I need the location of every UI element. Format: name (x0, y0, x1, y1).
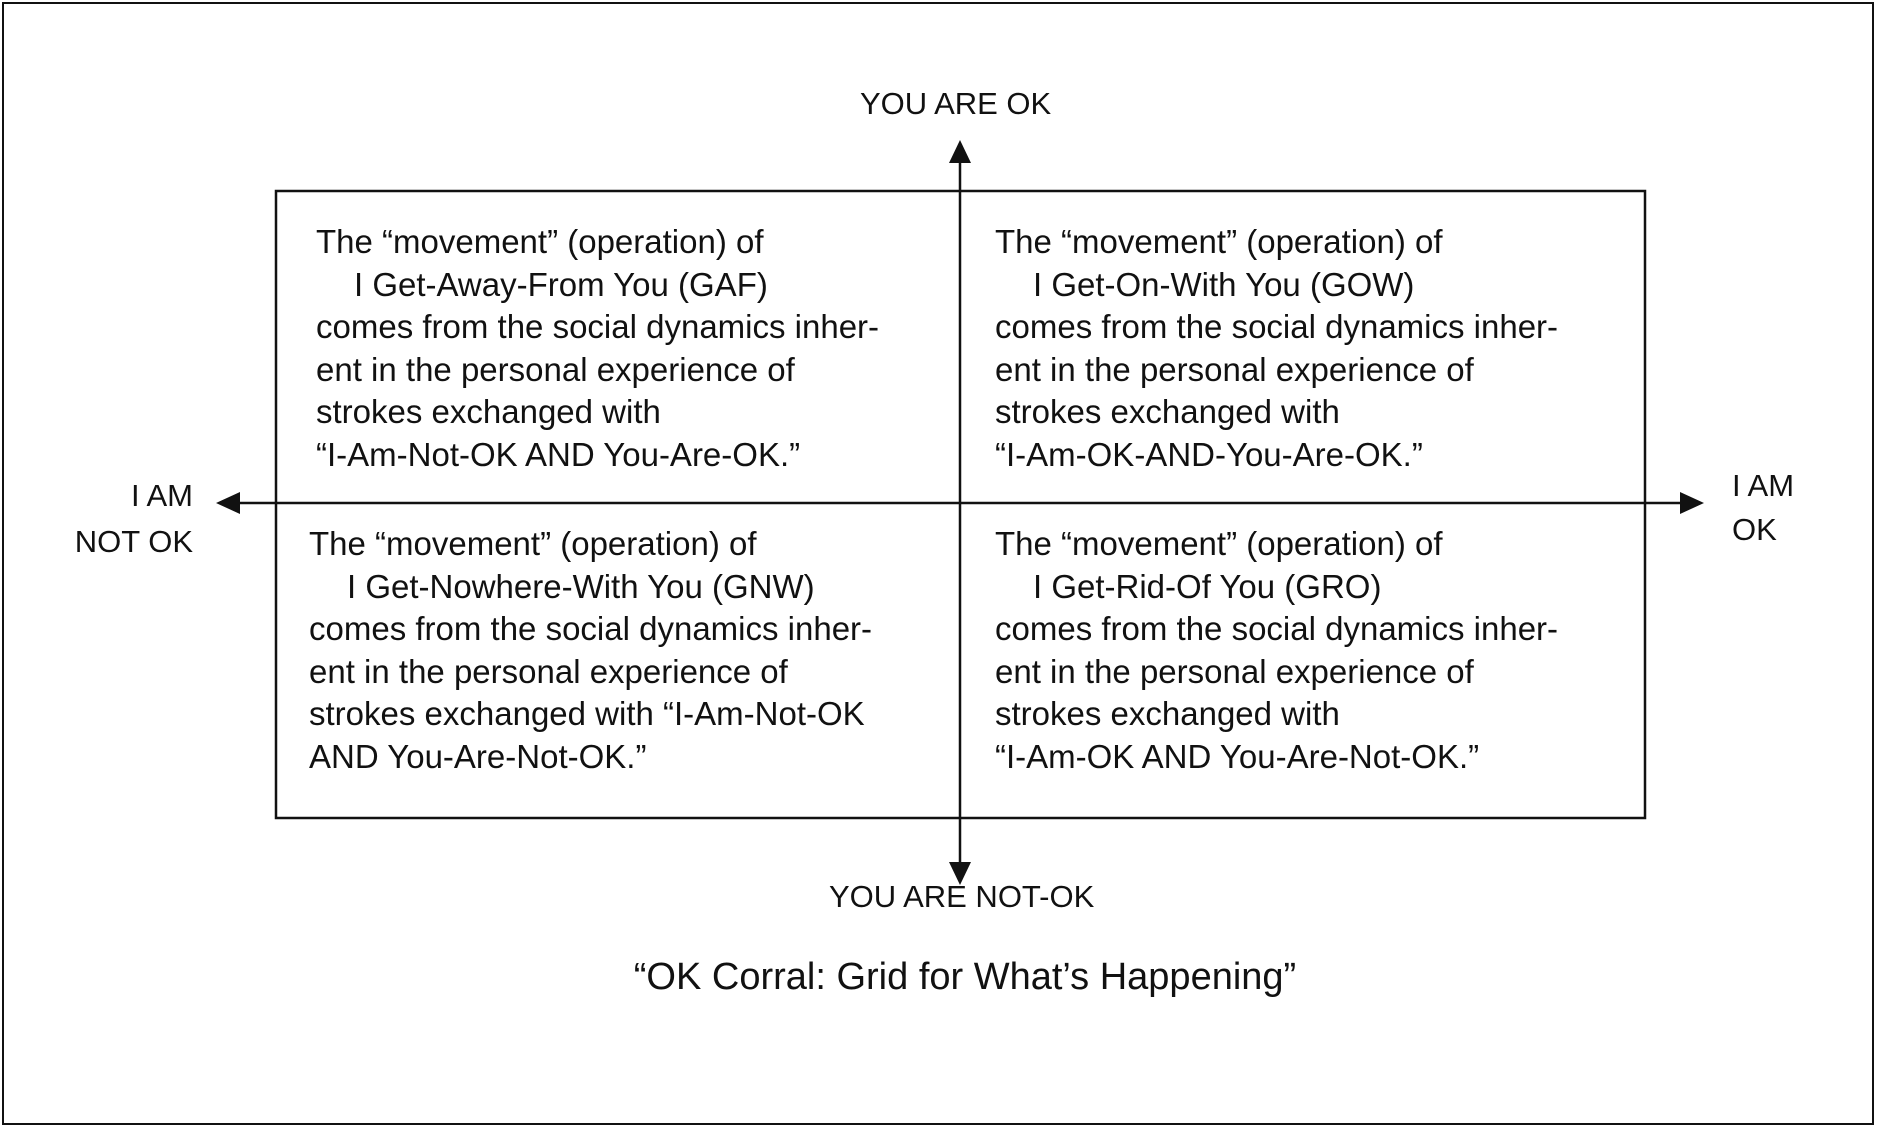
quadrant-text-line: The “movement” (operation) of (316, 223, 764, 260)
axis-label-right-line2: OK (1732, 512, 1777, 547)
quadrant-text-line: I Get-Away-From You (GAF) (354, 265, 768, 303)
quadrant-text-line: “I-Am-OK-AND-You-Are-OK.” (995, 435, 1423, 473)
quadrant-text-line: ent in the personal experience of (995, 350, 1474, 388)
arrow-up-icon (949, 140, 971, 163)
quadrant-text-line: comes from the social dynamics inher- (995, 610, 1559, 647)
arrow-left-icon (216, 492, 240, 514)
quadrant-top-right (995, 221, 1558, 476)
quadrant-text-line: ent in the personal experience of (995, 652, 1474, 690)
figure-caption: “OK Corral: Grid for What’s Happening” (633, 956, 1297, 998)
quadrant-bottom-right (995, 523, 1558, 778)
quadrant-text-line: comes from the social dynamics inher- (995, 308, 1559, 345)
quadrant-bottom-left (309, 523, 872, 778)
arrow-right-icon (1680, 492, 1704, 514)
quadrant-text-line: The “movement” (operation) of (995, 223, 1443, 260)
quadrant-text-line: comes from the social dynamics inher- (309, 610, 873, 647)
quadrant-text-line: “I-Am-Not-OK AND You-Are-OK.” (316, 435, 801, 473)
quadrant-text-line: strokes exchanged with (995, 393, 1340, 430)
axis-label-left-line2: NOT OK (74, 524, 193, 559)
axis-label-left-line1: I AM (130, 478, 193, 513)
quadrant-text-line: strokes exchanged with (316, 393, 661, 430)
quadrant-text-line: ent in the personal experience of (316, 350, 795, 388)
quadrant-text-line: comes from the social dynamics inher- (316, 308, 880, 345)
quadrant-text-line: The “movement” (operation) of (309, 525, 757, 562)
axis-label-top: YOU ARE OK (860, 86, 1052, 121)
axis-label-right-line1: I AM (1732, 468, 1795, 503)
quadrant-text-line: strokes exchanged with (995, 695, 1340, 732)
quadrant-text-line: I Get-Rid-Of You (GRO) (1033, 567, 1382, 605)
quadrant-text-line: ent in the personal experience of (309, 652, 788, 690)
axis-label-bottom: YOU ARE NOT-OK (829, 879, 1095, 914)
quadrant-text-line: “I-Am-OK AND You-Are-Not-OK.” (995, 737, 1480, 775)
quadrant-text-line: I Get-Nowhere-With You (GNW) (347, 567, 815, 605)
quadrant-text-line: The “movement” (operation) of (995, 525, 1443, 562)
quadrant-text-line: I Get-On-With You (GOW) (1033, 265, 1415, 303)
quadrant-text-line: strokes exchanged with “I-Am-Not-OK (309, 695, 865, 732)
quadrant-top-left (316, 221, 879, 476)
quadrant-text-line: AND You-Are-Not-OK.” (309, 737, 647, 775)
